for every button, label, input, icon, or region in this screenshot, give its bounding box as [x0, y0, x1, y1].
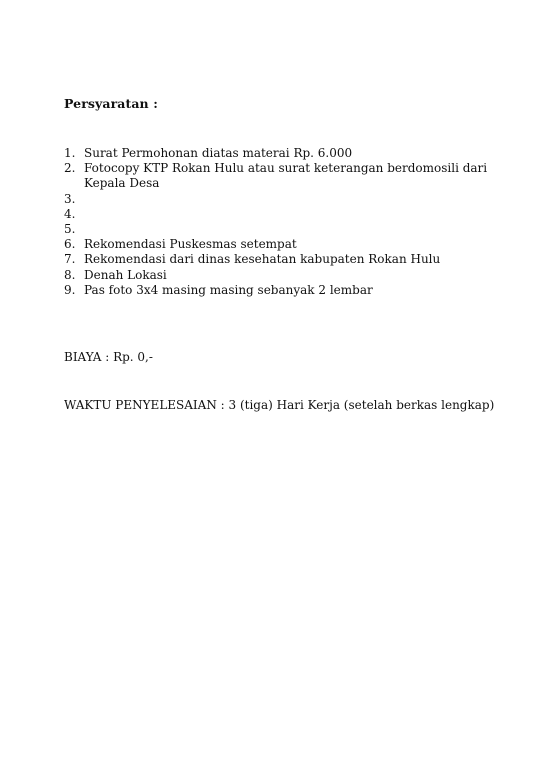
list-item — [64, 268, 494, 283]
item-number: 1. — [64, 146, 76, 160]
item-text: Rekomendasi Puskesmas setempat — [84, 237, 297, 252]
list-item — [64, 146, 494, 161]
item-text: Denah Lokasi — [84, 267, 167, 282]
item-text — [84, 192, 494, 207]
list-item — [64, 192, 494, 207]
item-text: Rekomendasi dari dinas kesehatan kabupaten Rokan Hulu — [84, 252, 441, 267]
list-item — [64, 252, 494, 267]
list-item — [64, 161, 494, 191]
list-item — [64, 237, 494, 252]
item-number: 6. — [64, 237, 76, 252]
item-number: 3. — [64, 191, 76, 206]
list-item — [64, 207, 494, 222]
item-text: Surat Permohonan diatas materai Rp. 6.000 — [84, 146, 353, 160]
item-number: 5. — [64, 222, 76, 237]
item-number: 9. — [64, 282, 76, 297]
item-text: Pas foto 3x4 masing masing sebanyak 2 lembar — [84, 282, 373, 297]
completion-time-text: WAKTU PENYELESAIAN : 3 (tiga) Hari Kerja (setelah berkas lengkap) — [64, 398, 495, 412]
requirements-list — [64, 146, 494, 298]
cost-text: BIAYA : Rp. 0,- — [64, 350, 153, 364]
item-text — [84, 207, 494, 222]
item-number: 7. — [64, 252, 76, 267]
list-item — [64, 222, 494, 237]
item-number: 8. — [64, 267, 76, 282]
item-text: Fotocopy KTP Rokan Hulu atau surat keterangan berdomosili dari Kepala Desa — [84, 161, 488, 191]
item-text — [84, 222, 494, 237]
item-number: 2. — [64, 161, 76, 176]
requirements-heading: Persyaratan : — [64, 96, 158, 111]
list-item — [64, 283, 494, 298]
item-number: 4. — [64, 206, 76, 221]
